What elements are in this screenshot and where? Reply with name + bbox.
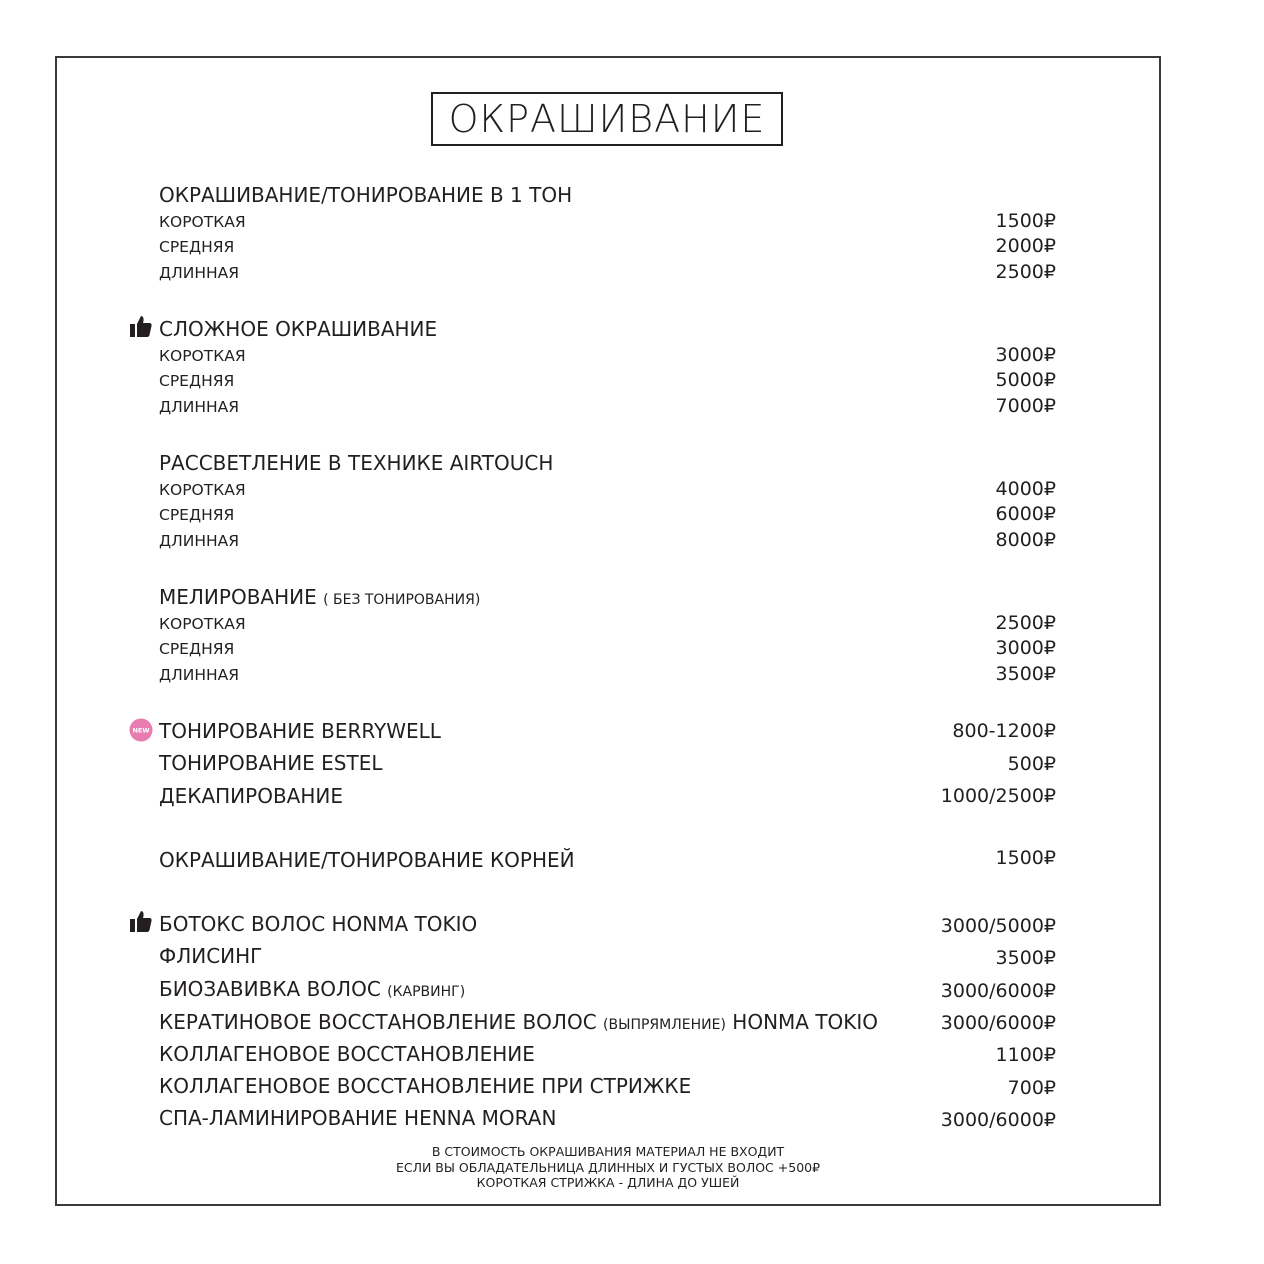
service-label: КЕРАТИНОВОЕ ВОССТАНОВЛЕНИЕ ВОЛОС (ВЫПРЯМЛЕНИЕ) HONMA TOKIO bbox=[159, 1010, 879, 1034]
item-price: 4000₽ bbox=[995, 478, 1056, 500]
service-label: ТОНИРОВАНИЕ ESTEL bbox=[159, 751, 383, 775]
item-label: КОРОТКАЯ bbox=[159, 347, 246, 365]
service-price: 1000/2500₽ bbox=[940, 785, 1056, 807]
service-label: ДЕКАПИРОВАНИЕ bbox=[159, 784, 343, 808]
service-label: КОЛЛАГЕНОВОЕ ВОССТАНОВЛЕНИЕ ПРИ СТРИЖКЕ bbox=[159, 1074, 692, 1098]
item-price: 6000₽ bbox=[995, 503, 1056, 525]
service-label: БИОЗАВИВКА ВОЛОС (КАРВИНГ) bbox=[159, 977, 466, 1001]
service-label: СПА-ЛАМИНИРОВАНИЕ HENNA MORAN bbox=[159, 1106, 557, 1130]
item-price: 5000₽ bbox=[995, 369, 1056, 391]
service-label: ФЛИСИНГ bbox=[159, 944, 263, 968]
service-price: 700₽ bbox=[1007, 1077, 1056, 1099]
item-label: ДЛИННАЯ bbox=[159, 264, 240, 282]
service-label: ТОНИРОВАНИЕ BERRYWELL bbox=[159, 719, 441, 743]
item-price: 3000₽ bbox=[995, 344, 1056, 366]
item-price: 3500₽ bbox=[995, 663, 1056, 685]
item-price: 2000₽ bbox=[995, 235, 1056, 257]
item-label: ДЛИННАЯ bbox=[159, 532, 240, 550]
service-price: 3000/6000₽ bbox=[940, 1012, 1056, 1034]
service-price: 3500₽ bbox=[995, 947, 1056, 969]
footnote: КОРОТКАЯ СТРИЖКА - ДЛИНА ДО УШЕЙ bbox=[476, 1175, 740, 1190]
section-note: ( БЕЗ ТОНИРОВАНИЯ) bbox=[323, 592, 481, 608]
new-badge-text: NEW bbox=[132, 726, 150, 735]
item-label: ДЛИННАЯ bbox=[159, 398, 240, 416]
footnote: ЕСЛИ ВЫ ОБЛАДАТЕЛЬНИЦА ДЛИННЫХ И ГУСТЫХ ВОЛОС +500₽ bbox=[395, 1159, 821, 1175]
section-title: МЕЛИРОВАНИЕ ( БЕЗ ТОНИРОВАНИЯ) bbox=[159, 585, 481, 609]
service-price: 500₽ bbox=[1007, 753, 1056, 775]
page-title: ОКРАШИВАНИЕ bbox=[431, 92, 783, 146]
item-price: 3000₽ bbox=[995, 637, 1056, 659]
service-label: КОЛЛАГЕНОВОЕ ВОССТАНОВЛЕНИЕ bbox=[159, 1042, 535, 1066]
item-price: 1500₽ bbox=[995, 210, 1056, 232]
service-price: 800-1200₽ bbox=[952, 720, 1056, 742]
service-price: 1500₽ bbox=[995, 847, 1056, 869]
item-price: 8000₽ bbox=[995, 529, 1056, 551]
thumbs-up-icon bbox=[129, 909, 153, 933]
section-title: РАССВЕТЛЕНИЕ В ТЕХНИКЕ AIRTOUCH bbox=[159, 451, 554, 475]
footnotes bbox=[300, 1144, 916, 1191]
item-label: КОРОТКАЯ bbox=[159, 481, 246, 499]
service-price: 1100₽ bbox=[995, 1044, 1056, 1066]
item-price: 2500₽ bbox=[995, 612, 1056, 634]
item-label: ДЛИННАЯ bbox=[159, 666, 240, 684]
new-badge-icon bbox=[129, 718, 153, 742]
service-label: ОКРАШИВАНИЕ/ТОНИРОВАНИЕ КОРНЕЙ bbox=[159, 848, 575, 872]
item-price: 2500₽ bbox=[995, 261, 1056, 283]
service-price: 3000/5000₽ bbox=[940, 915, 1056, 937]
item-price: 7000₽ bbox=[995, 395, 1056, 417]
item-label: СРЕДНЯЯ bbox=[159, 372, 235, 390]
section-title: ОКРАШИВАНИЕ/ТОНИРОВАНИЕ В 1 ТОН bbox=[159, 183, 573, 207]
item-label: КОРОТКАЯ bbox=[159, 615, 246, 633]
service-note: (КАРВИНГ) bbox=[387, 984, 466, 1000]
service-label: БОТОКС ВОЛОС HONMA TOKIO bbox=[159, 912, 478, 936]
service-note: (ВЫПРЯМЛЕНИЕ) bbox=[603, 1017, 726, 1033]
service-price: 3000/6000₽ bbox=[940, 980, 1056, 1002]
footnote: В СТОИМОСТЬ ОКРАШИВАНИЯ МАТЕРИАЛ НЕ ВХОДИТ bbox=[431, 1144, 785, 1159]
item-label: СРЕДНЯЯ bbox=[159, 506, 235, 524]
item-label: СРЕДНЯЯ bbox=[159, 238, 235, 256]
item-label: СРЕДНЯЯ bbox=[159, 640, 235, 658]
service-price: 3000/6000₽ bbox=[940, 1109, 1056, 1131]
section-title: СЛОЖНОЕ ОКРАШИВАНИЕ bbox=[159, 317, 438, 341]
item-label: КОРОТКАЯ bbox=[159, 213, 246, 231]
thumbs-up-icon bbox=[129, 314, 153, 338]
